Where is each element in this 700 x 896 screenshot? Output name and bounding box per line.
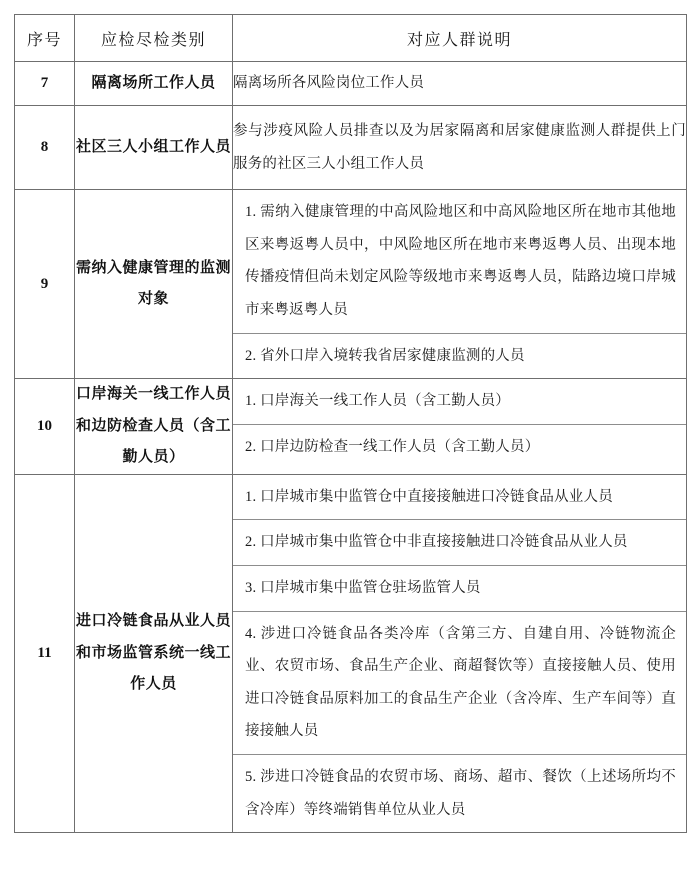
list-item — [233, 424, 686, 469]
row-category: 隔离场所工作人员 — [75, 62, 233, 106]
table-row — [15, 106, 687, 190]
row-description-item: 4. 涉进口冷链食品各类冷库（含第三方、自建自用、冷链物流企业、农贸市场、食品生产企业、商超餐饮等）直接接触人员、使用进口冷链食品原料加工的食品生产企业（含冷库、生产车间等）直接接触人员 — [233, 611, 686, 755]
row-description — [233, 474, 687, 833]
column-header-index: 序号 — [15, 15, 75, 62]
column-header-category: 应检尽检类别 — [75, 15, 233, 62]
column-header-description: 对应人群说明 — [233, 15, 687, 62]
list-item — [233, 520, 686, 566]
list-item — [233, 755, 686, 833]
row-index: 8 — [15, 106, 75, 190]
row-description-item: 隔离场所各风险岗位工作人员 — [233, 62, 687, 106]
row-category: 社区三人小组工作人员 — [75, 106, 233, 190]
row-description-item: 2. 口岸城市集中监管仓中非直接接触进口冷链食品从业人员 — [233, 520, 686, 566]
list-item — [233, 333, 686, 378]
row-category: 进口冷链食品从业人员和市场监管系统一线工作人员 — [75, 474, 233, 833]
row-description-item: 5. 涉进口冷链食品的农贸市场、商场、超市、餐饮（上述场所均不含冷库）等终端销售单位从业人员 — [233, 755, 686, 833]
table-body — [15, 62, 687, 833]
description-item-list — [233, 379, 686, 469]
row-index: 9 — [15, 190, 75, 379]
row-description-item: 1. 口岸海关一线工作人员（含工勤人员） — [233, 379, 686, 424]
row-index: 10 — [15, 379, 75, 475]
row-description — [233, 379, 687, 475]
row-description-item: 2. 省外口岸入境转我省居家健康监测的人员 — [233, 333, 686, 378]
list-item — [233, 611, 686, 755]
list-item — [233, 379, 686, 424]
table-row — [15, 190, 687, 379]
row-description-item: 2. 口岸边防检查一线工作人员（含工勤人员） — [233, 424, 686, 469]
row-description-item: 3. 口岸城市集中监管仓驻场监管人员 — [233, 565, 686, 611]
list-item — [233, 190, 686, 333]
row-description-item: 1. 需纳入健康管理的中高风险地区和中高风险地区所在地市其他地区来粤返粤人员中，中风险地区所在地市来粤返粤人员、出现本地传播疫情但尚未划定风险等级地市来粤返粤人员，陆路边境口岸城市来粤返粤人员 — [233, 190, 686, 333]
table-row — [15, 379, 687, 475]
list-item — [233, 475, 686, 520]
row-description-item: 参与涉疫风险人员排查以及为居家隔离和居家健康监测人群提供上门服务的社区三人小组工作人员 — [233, 106, 687, 190]
description-item-list — [233, 475, 686, 833]
row-category: 口岸海关一线工作人员和边防检查人员（含工勤人员） — [75, 379, 233, 475]
table-header — [15, 15, 687, 62]
screening-category-table — [14, 14, 687, 833]
row-category: 需纳入健康管理的监测对象 — [75, 190, 233, 379]
row-description — [233, 190, 687, 379]
description-item-list — [233, 190, 686, 378]
list-item — [233, 565, 686, 611]
table-row — [15, 62, 687, 106]
table-row — [15, 474, 687, 833]
table-header-row — [15, 15, 687, 62]
row-index: 7 — [15, 62, 75, 106]
row-description-item: 1. 口岸城市集中监管仓中直接接触进口冷链食品从业人员 — [233, 475, 686, 520]
row-index: 11 — [15, 474, 75, 833]
